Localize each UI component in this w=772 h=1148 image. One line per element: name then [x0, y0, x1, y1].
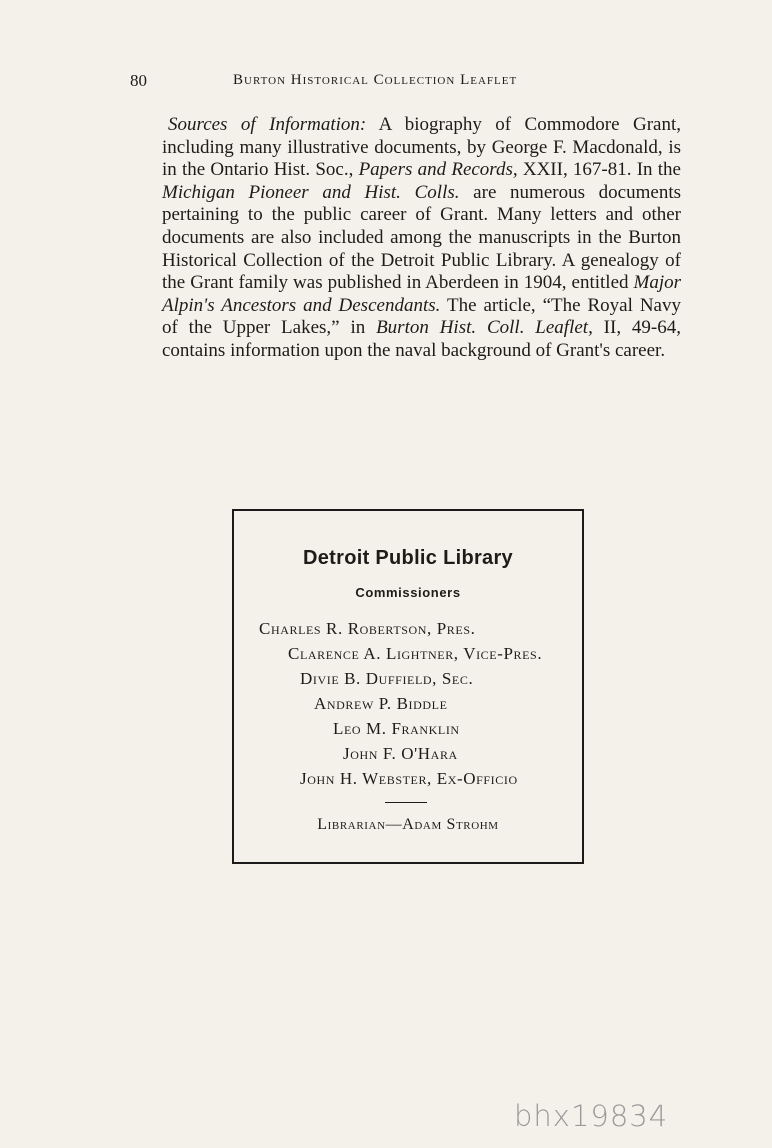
commissioner-name: Divie B. Duffield, Sec. [300, 669, 474, 688]
commissioner-name: Leo M. Franklin [333, 719, 460, 738]
body-text-segment: A biography of Commodore Grant, including many illustrative documents, by George F. Macdonald, is in the Ontario Hist. Soc., [162, 114, 681, 181]
librarian-line: Librarian—Adam Strohm [317, 816, 499, 833]
box-title: Detroit Public Library [303, 547, 513, 569]
body-text-segment: The article, “The Royal Navy of the Upper Lakes,” in [162, 294, 681, 339]
commissioners-box [232, 509, 584, 864]
sources-heading: Sources of Information: [168, 114, 367, 135]
body-text-segment: are numerous documents pertaining to the public career of Grant. Many letters and other documents are also included among the manuscripts in the Burton Historical Collection of the Detroit Public Library. A genealogy of the Grant family was published in Aberdeen in 1904, entitled [162, 181, 681, 294]
commissioner-name: John H. Webster, Ex-Officio [300, 769, 518, 788]
commissioner-name: Andrew P. Biddle [314, 694, 448, 713]
italic-citation: Papers and Records, [358, 159, 518, 181]
header-title: Burton Historical Collection Leaflet [233, 72, 518, 88]
body-text-segment: XXII, 167-81. In the [517, 159, 681, 181]
sources-paragraph [162, 114, 681, 363]
accession-number: bhx19834 [514, 1099, 669, 1133]
italic-citation: Michigan Pioneer and Hist. Colls. [162, 181, 460, 203]
page-number: 80 [130, 71, 147, 90]
commissioner-name: Clarence A. Lightner, Vice-Pres. [288, 644, 543, 663]
running-head [130, 71, 670, 95]
italic-citation: Major Alpin's Ancestors and Descendants. [162, 272, 681, 316]
italic-citation: Burton Hist. Coll. Leaflet, [376, 317, 593, 339]
commissioner-name: Charles R. Robertson, Pres. [259, 619, 476, 638]
commissioner-name: John F. O'Hara [343, 744, 458, 763]
divider [385, 802, 427, 803]
box-subtitle: Commissioners [355, 585, 461, 600]
body-text-segment: II, 49-64, contains information upon the naval background of Grant's career. [162, 317, 682, 361]
